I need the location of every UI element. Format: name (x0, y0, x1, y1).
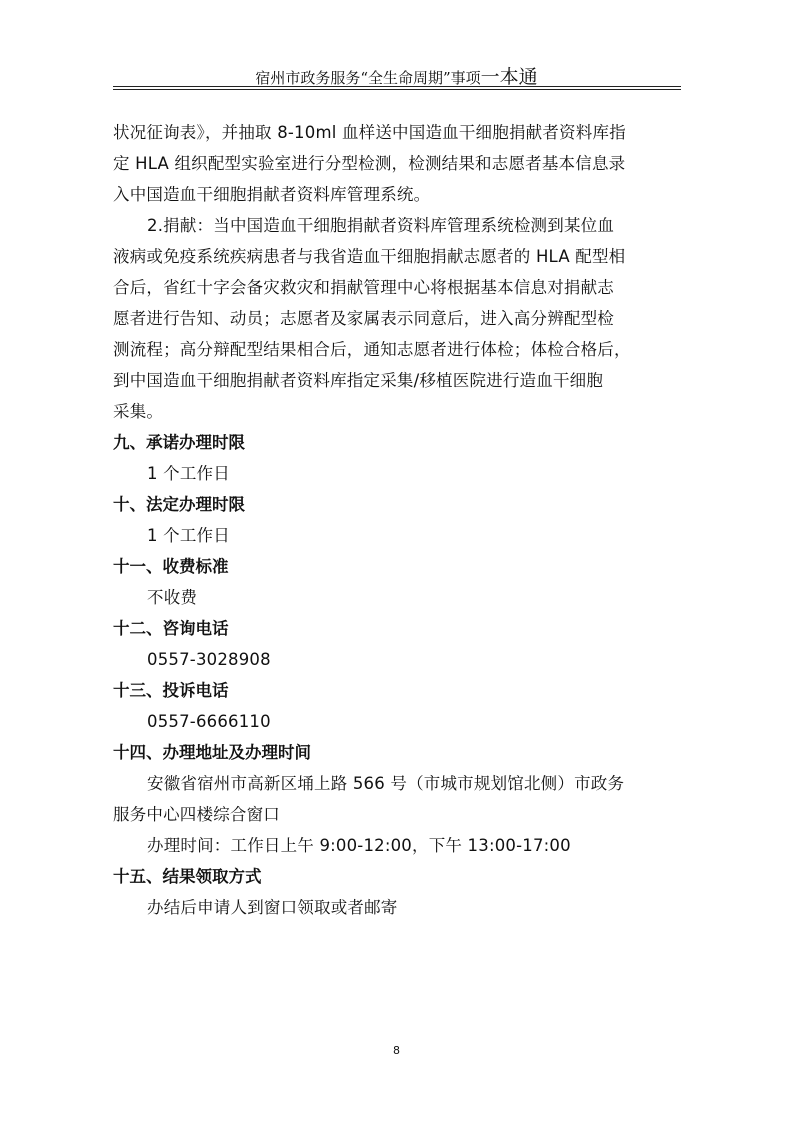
paragraph-line: 2.捐献：当中国造血干细胞捐献者资料库管理系统检测到某位血 (147, 216, 615, 235)
section-value: 1 个工作日 (147, 526, 230, 545)
paragraph-line: 液病或免疫系统疾病患者与我省造血干细胞捐献志愿者的 HLA 配型相 (113, 247, 626, 266)
header-rule-secondary (113, 89, 681, 90)
office-hours: 办理时间：工作日上午 9:00-12:00，下午 13:00-17:00 (147, 836, 571, 855)
section-value: 1 个工作日 (147, 464, 230, 483)
paragraph-line: 入中国造血干细胞捐献者资料库管理系统。 (113, 185, 431, 204)
section-heading-complaint-phone: 十三、投诉电话 (113, 681, 229, 700)
section-heading-result-pickup: 十五、结果领取方式 (113, 867, 262, 886)
header-rule (113, 86, 681, 87)
section-heading-legal-time: 十、法定办理时限 (113, 495, 245, 514)
paragraph-line: 状况征询表》，并抽取 8-10ml 血样送中国造血干细胞捐献者资料库指 (113, 123, 626, 142)
paragraph-line: 定 HLA 组织配型实验室进行分型检测，检测结果和志愿者基本信息录 (113, 154, 626, 173)
paragraph-line: 测流程；高分辩配型结果相合后，通知志愿者进行体检；体检合格后， (113, 340, 631, 359)
paragraph-line: 采集。 (113, 402, 164, 421)
section-heading-fees: 十一、收费标准 (113, 557, 229, 576)
address-line: 服务中心四楼综合窗口 (113, 805, 280, 824)
paragraph-line: 合后，省红十字会备灾救灾和捐献管理中心将根据基本信息对捐献志 (113, 278, 614, 297)
section-heading-commitment-time: 九、承诺办理时限 (113, 433, 245, 452)
section-heading-address-hours: 十四、办理地址及办理时间 (113, 743, 311, 762)
page-number: 8 (393, 1044, 400, 1057)
paragraph-line: 愿者进行告知、动员；志愿者及家属表示同意后，进入高分辨配型检 (113, 309, 614, 328)
complaint-phone: 0557-6666110 (147, 712, 271, 731)
header-title-suffix: 一本通 (480, 66, 538, 88)
consult-phone: 0557-3028908 (147, 650, 271, 669)
header-title: 宿州市政务服务“全生命周期”事项 (255, 69, 481, 87)
address-line: 安徽省宿州市高新区埇上路 566 号（市城市规划馆北侧）市政务 (147, 774, 625, 793)
section-heading-consult-phone: 十二、咨询电话 (113, 619, 229, 638)
section-value: 不收费 (147, 588, 198, 607)
document-body (113, 117, 687, 923)
section-value: 办结后申请人到窗口领取或者邮寄 (147, 898, 398, 917)
paragraph-line: 到中国造血干细胞捐献者资料库指定采集/移植医院进行造血干细胞 (113, 371, 604, 390)
running-header (0, 62, 793, 89)
